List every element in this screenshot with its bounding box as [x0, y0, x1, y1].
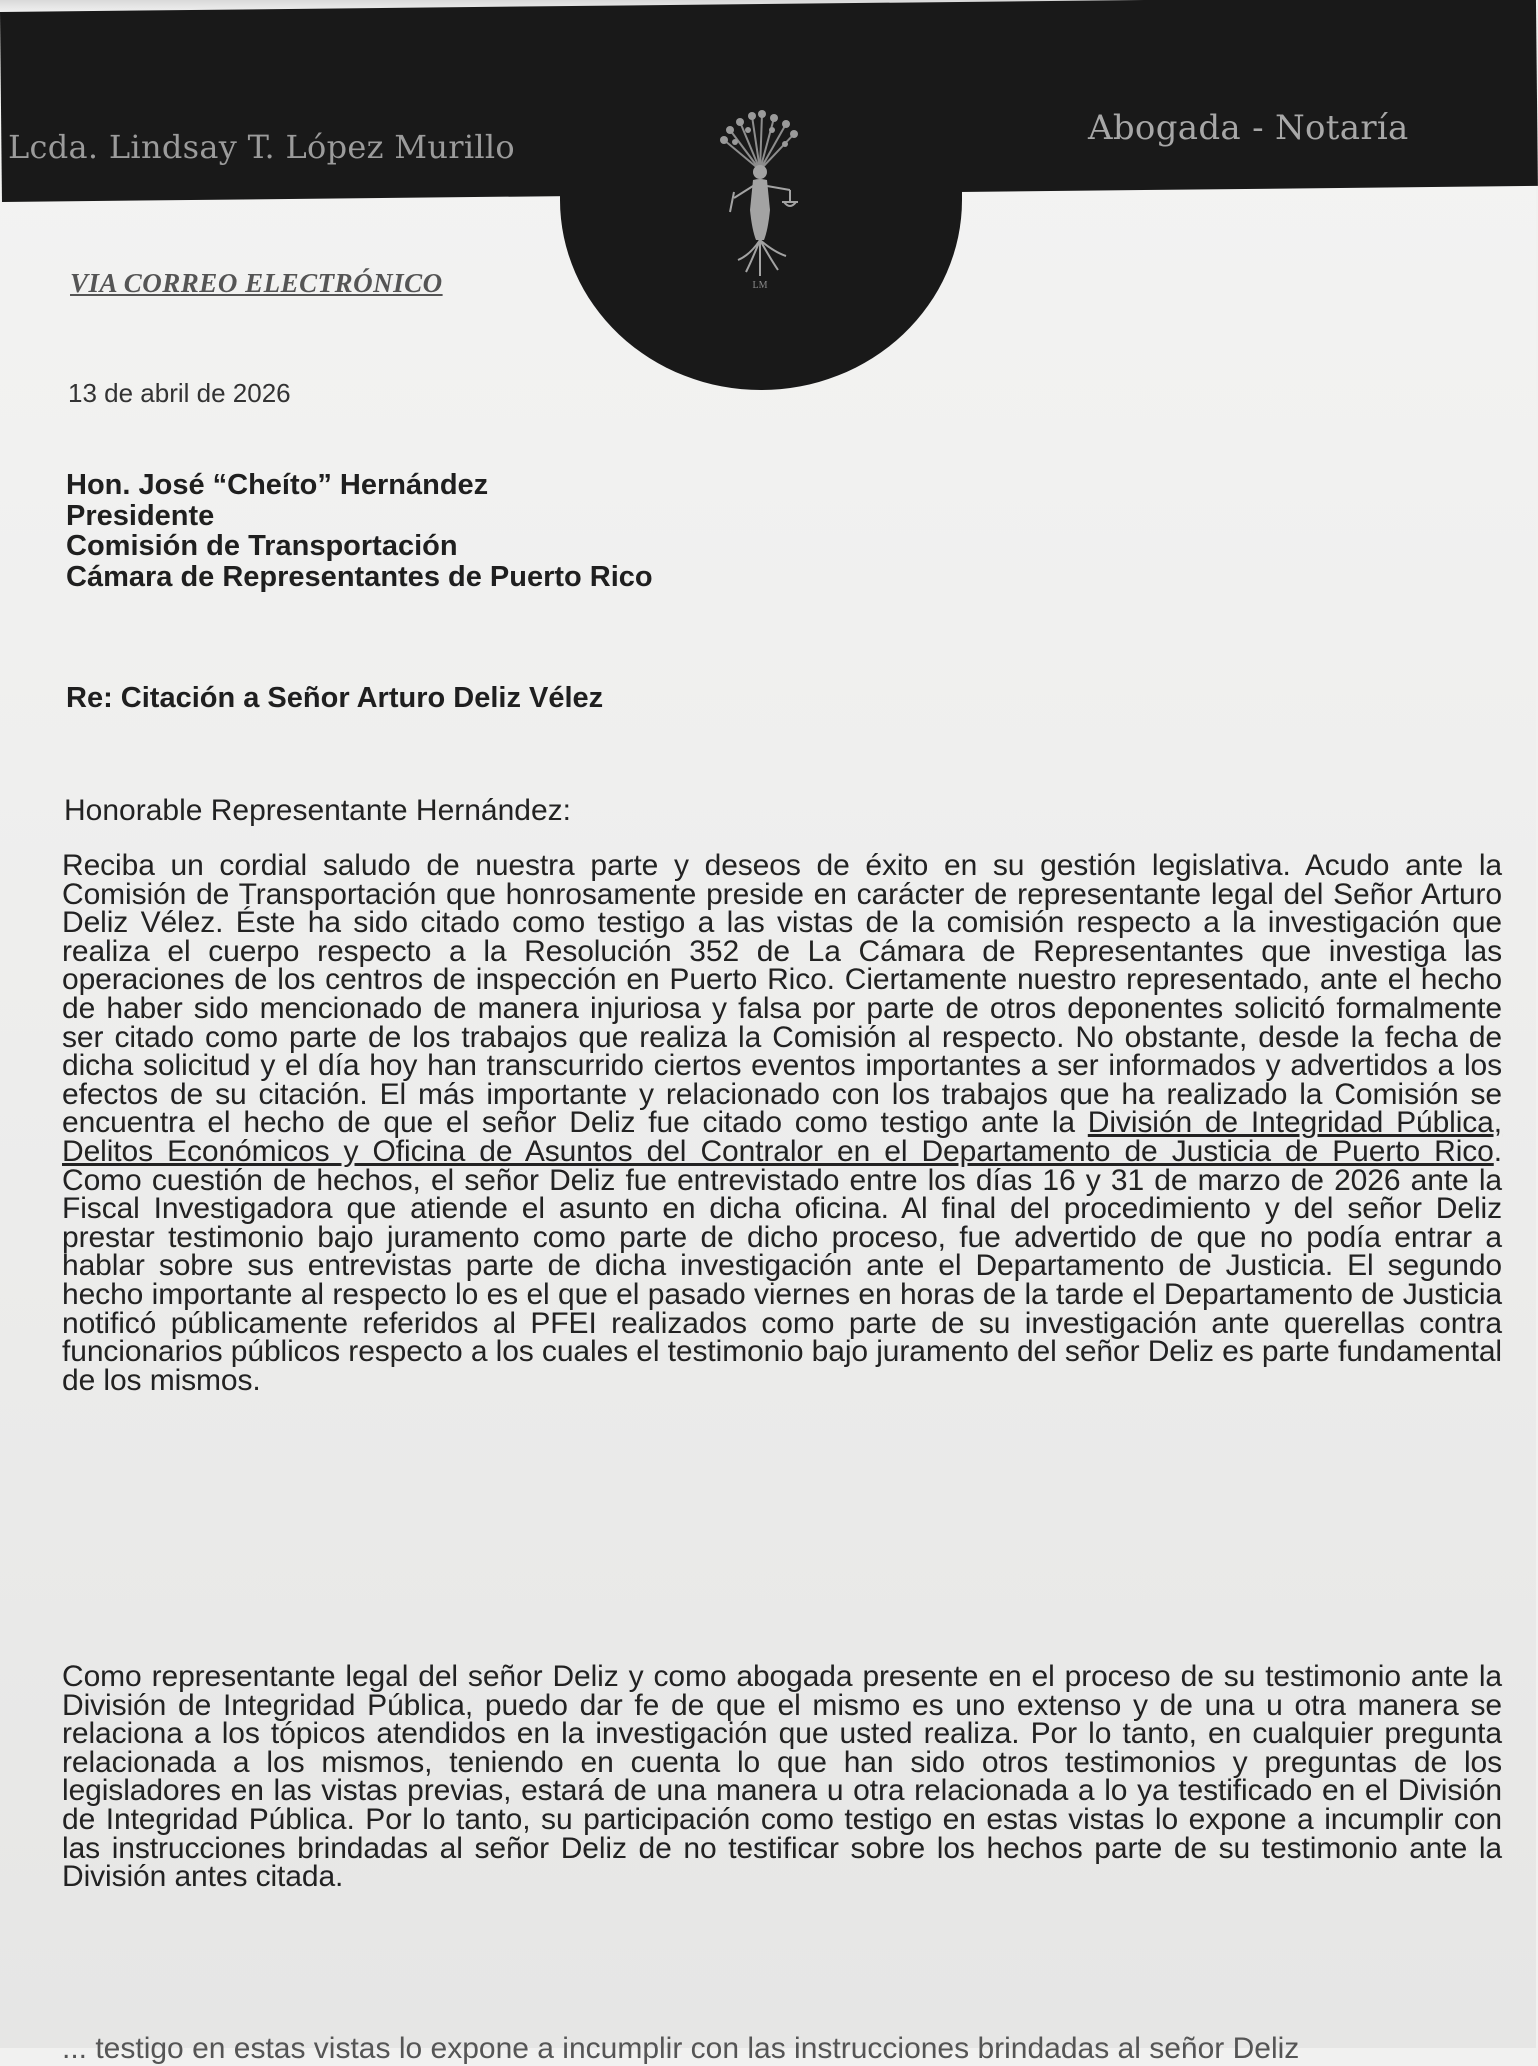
recipient-block	[66, 470, 653, 592]
delivery-method: VIA CORREO ELECTRÓNICO	[70, 268, 443, 298]
paragraph-1-text: Reciba un cordial saludo de nuestra parte y deseos de éxito en su gestión legislativa. Acudo ante la Comisión de Transportación que honrosamente preside en carácter de representante legal del Señor Arturo Deliz Vélez. Éste ha sido citado como testigo a las vistas de la comisión respecto a la investigación que realiza el cuerpo respecto a la Resolución 352 de La Cámara de Representantes que investiga las operaciones de los centros de inspección en Puerto Rico. Ciertamente nuestro representado, ante el hecho de haber sido mencionado de manera injuriosa y falsa por parte de otros deponentes solicitó formalmente ser citado como parte de los trabajos que realiza la Comisión al respecto. No obstante, desde la fecha de dicha solicitud y el día hoy han transcurrido ciertos eventos importantes a ser informados y advertidos a los efectos de su citación. El más importante y relacionado con los trabajos que ha realizado la Comisión se encuentra el hecho de que el señor Deliz fue citado como testigo ante la	[62, 849, 1502, 1140]
body-paragraph-2: Como representante legal del señor Deliz y como abogada presente en el proceso de su testimonio ante la División de Integridad Pública, puedo dar fe de que el mismo es uno extenso y de una u otra manera se relaciona a los tópicos atendidos en la investigación que usted realiza. Por lo tanto, en cualquier pregunta relacionada a los mismos, teniendo en cuenta lo que han sido otros testimonios y preguntas de los legisladores en las vistas previas, estará de una manera u otra relacionada a lo ya testificado en el División de Integridad Pública. Por lo tanto, su participación como testigo en estas vistas lo expone a incumplir con las instrucciones brindadas al señor Deliz de no testificar sobre los hechos parte de su testimonio ante la División antes citada.	[62, 1660, 1502, 1894]
attorney-name: Lcda. Lindsay T. López Murillo	[8, 128, 515, 166]
recipient-chamber: Cámara de Representantes de Puerto Rico	[66, 560, 653, 593]
cut-off-line: ... testigo en estas vistas lo expone a incumplir con las instrucciones brindadas al señor Deliz	[62, 2032, 1300, 2065]
body-paragraph-1	[62, 849, 1503, 1397]
attorney-title: Abogada - Notaría	[1088, 108, 1409, 148]
recipient-name: Hon. José “Cheíto” Hernández	[66, 469, 489, 501]
paragraph-1-text-continued: . Como cuestión de hechos, el señor Deliz fue entrevistado entre los días 16 y 31 de marzo de 2026 ante la Fiscal Investigadora que atiende el asunto en dicha oficina. Al final del procedimiento y del señor Deliz prestar testimonio bajo juramento como parte de dicho proceso, fue advertido de que no podía entrar a hablar sobre sus entrevistas parte de dicha investigación ante el Departamento de Justicia. El segundo hecho importante al respecto lo es el que el pasado viernes en horas de la tarde el Departamento de Justicia notificó públicamente referidos al PFEI realizados como parte de su investigación ante querellas contra funcionarios públicos respecto a los cuales el testimonio bajo juramento del señor Deliz es parte fundamental de los mismos.	[62, 1134, 1502, 1397]
subject-line: Re: Citación a Señor Arturo Deliz Vélez	[66, 682, 604, 714]
recipient-committee: Comisión de Transportación	[66, 530, 458, 562]
salutation: Honorable Representante Hernández:	[64, 794, 571, 827]
justice-tree-logo-icon	[690, 100, 830, 290]
division-name-underlined: División de Integridad Pública, Delitos Económicos y Oficina de Asuntos del Contralor en el Departamento de Justicia de Puerto Rico	[62, 1106, 1503, 1168]
letter-date: 13 de abril de 2026	[68, 378, 291, 408]
svg-text:LM: LM	[752, 280, 768, 291]
recipient-position: Presidente	[66, 499, 215, 532]
